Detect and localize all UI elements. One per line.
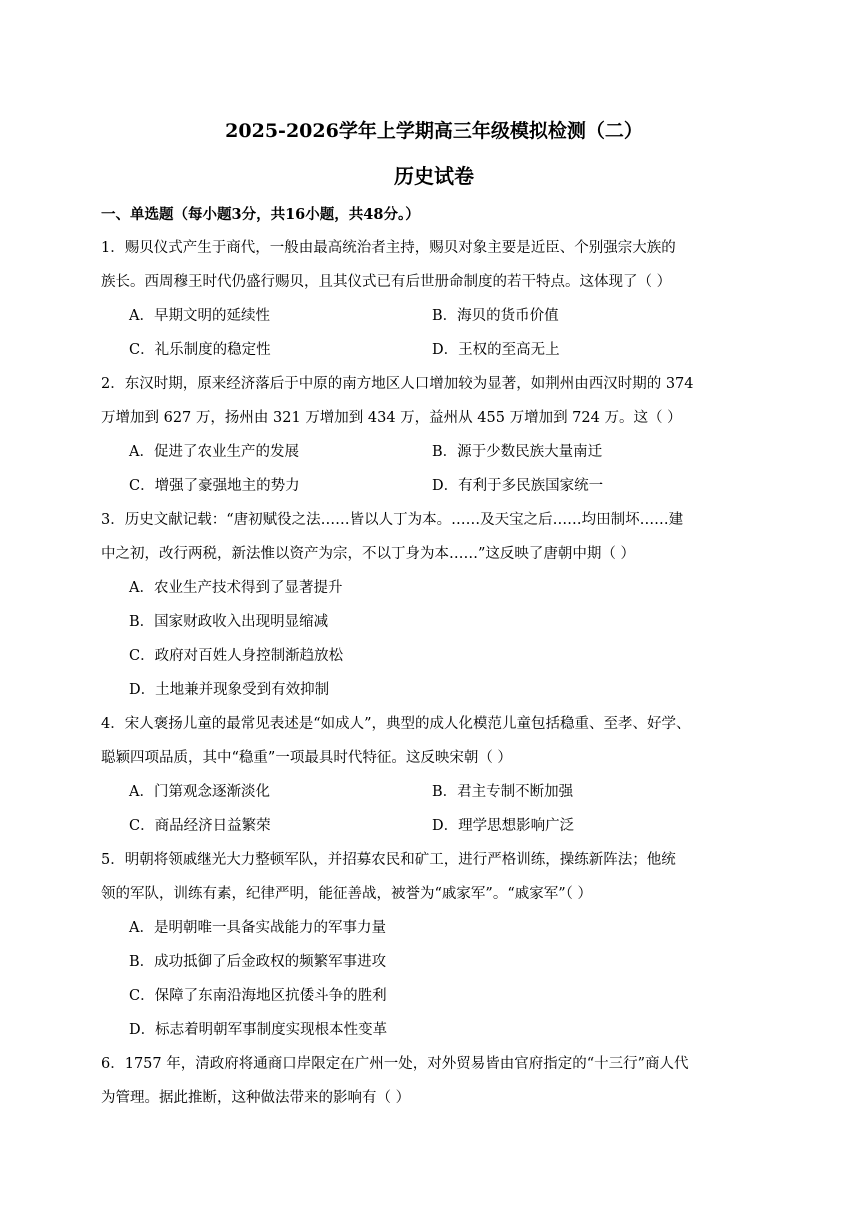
question-1-option-a: A．早期文明的延续性 xyxy=(129,308,270,324)
exam-title: 2025-2026学年上学期高三年级模拟检测（二） xyxy=(225,120,643,142)
question-4-option-b: B．君主专制不断加强 xyxy=(432,784,574,800)
question-3-stem-line-1: 3．历史文献记载：“唐初赋役之法……皆以人丁为本。……及天宝之后……均田制坏……建 xyxy=(101,512,684,528)
question-5-stem-line-1: 5．明朝将领戚继光大力整顿军队，并招募农民和矿工，进行严格训练，操练新阵法；他统 xyxy=(101,852,676,868)
question-3-stem-line-2: 中之初，改行两税，新法惟以资产为宗，不以丁身为本……”这反映了唐朝中期（ ） xyxy=(101,546,636,562)
question-2-option-a: A．促进了农业生产的发展 xyxy=(129,444,299,460)
question-2-option-b: B．源于少数民族大量南迁 xyxy=(432,444,603,460)
question-6-stem-line-2: 为管理。据此推断，这种做法带来的影响有（ ） xyxy=(101,1090,411,1106)
question-4-option-a: A．门第观念逐渐淡化 xyxy=(129,784,270,800)
question-3-option-a: A．农业生产技术得到了显著提升 xyxy=(129,580,343,596)
question-2-stem-line-2: 万增加到 627 万，扬州由 321 万增加到 434 万，益州从 455 万增加到 724 万。这（ ） xyxy=(101,410,682,426)
question-1-option-d: D．王权的至高无上 xyxy=(432,342,560,358)
question-5-stem-line-2: 领的军队，训练有素，纪律严明，能征善战，被誉为“戚家军”。“戚家军”（ ） xyxy=(101,886,593,902)
question-4-option-d: D．理学思想影响广泛 xyxy=(432,818,575,834)
question-2-stem-line-1: 2．东汉时期，原来经济落后于中原的南方地区人口增加较为显著，如荆州由西汉时期的 374 xyxy=(101,376,694,392)
question-6-stem-line-1: 6．1757 年，清政府将通商口岸限定在广州一处，对外贸易皆由官府指定的“十三行”商人代 xyxy=(101,1056,689,1072)
question-2-option-d: D．有利于多民族国家统一 xyxy=(432,478,604,494)
question-5-option-c: C．保障了东南沿海地区抗倭斗争的胜利 xyxy=(129,988,387,1004)
question-4-stem-line-1: 4．宋人褒扬儿童的最常见表述是“如成人”，典型的成人化模范儿童包括稳重、至孝、好学、 xyxy=(101,716,691,732)
question-3-option-c: C．政府对百姓人身控制渐趋放松 xyxy=(129,648,344,664)
question-3-option-b: B．国家财政收入出现明显缩减 xyxy=(129,614,329,630)
exam-subject: 历史试卷 xyxy=(394,164,474,188)
question-4-stem-line-2: 聪颖四项品质，其中“稳重”一项最具时代特征。这反映宋朝（ ） xyxy=(101,750,512,766)
question-5-option-d: D．标志着明朝军事制度实现根本性变革 xyxy=(129,1022,388,1038)
question-3-option-d: D．土地兼并现象受到有效抑制 xyxy=(129,682,330,698)
section-heading: 一、单选题（每小题3分，共16小题，共48分。） xyxy=(101,206,420,223)
question-5-option-a: A．是明朝唯一具备实战能力的军事力量 xyxy=(129,920,386,936)
question-1-option-b: B．海贝的货币价值 xyxy=(432,308,559,324)
question-1-stem-line-2: 族长。西周穆王时代仍盛行赐贝，且其仪式已有后世册命制度的若干特点。这体现了（ ） xyxy=(101,274,672,290)
question-2-option-c: C．增强了豪强地主的势力 xyxy=(129,478,300,494)
question-1-stem-line-1: 1．赐贝仪式产生于商代，一般由最高统治者主持，赐贝对象主要是近臣、个别强宗大族的 xyxy=(101,240,676,256)
question-5-option-b: B．成功抵御了后金政权的频繁军事进攻 xyxy=(129,954,387,970)
question-1-option-c: C．礼乐制度的稳定性 xyxy=(129,342,271,358)
question-4-option-c: C．商品经济日益繁荣 xyxy=(129,818,271,834)
